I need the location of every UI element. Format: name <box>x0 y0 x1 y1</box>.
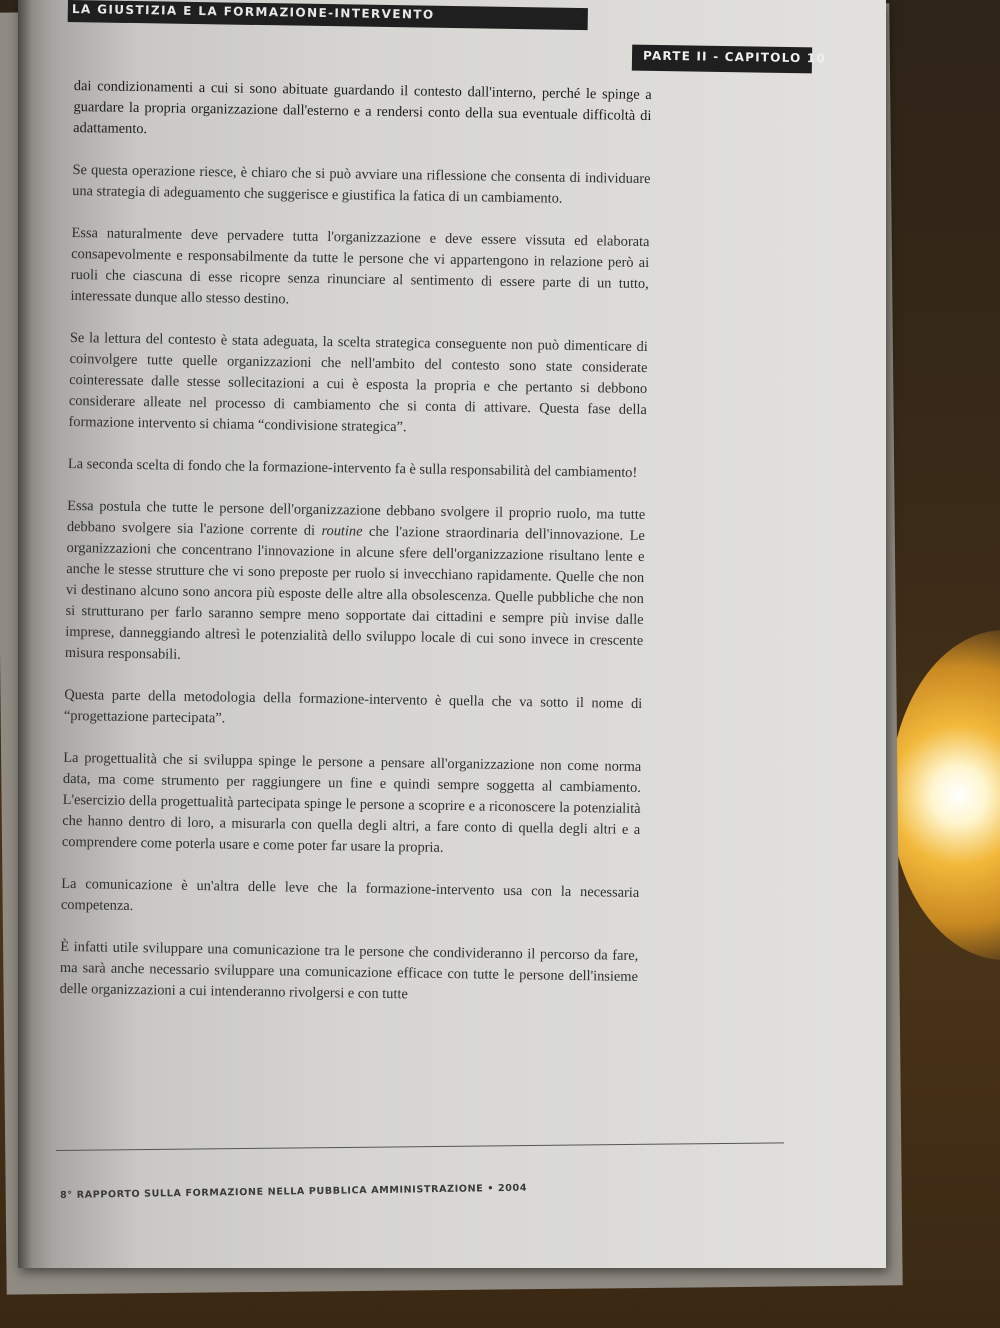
chapter-label: PARTE II - CAPITOLO 10 <box>642 48 827 66</box>
paragraph-text: Essa postula che tutte le persone dell'organizzazione debbano svolgere il proprio ruolo, ma tutte debbano svolgere sia l'azione corrente di <box>66 497 646 539</box>
italic-term: routine <box>321 522 363 540</box>
paragraph <box>65 496 646 673</box>
paragraph: Questa parte della metodologia della formazione-intervento è quella che va sotto il nome di “progettazione partecipata”. <box>63 686 643 727</box>
paragraph: La seconda scelta di fondo che la formazione-intervento fa è sulla responsabilità del cambiamento! <box>67 455 638 481</box>
footer-text: 8° RAPPORTO SULLA FORMAZIONE NELLA PUBBLICA AMMINISTRAZIONE • 2004 <box>60 1182 528 1201</box>
paragraph: Se questa operazione riesce, è chiaro che si può avviare una riflessione che consenta di individuare una strategia di adeguamento che suggerisce e giustifica la fatica di un cambiamento. <box>72 161 651 207</box>
paragraph: La progettualità che si sviluppa spinge le persone a pensare all'organizzazione non come norma data, ma come strumento per raggiungere un fine e quindi sempre soggetta al cambiamento. L'esercizio della progettualità partecipata spinge le persone a scoprire e a riconoscere la potenzialità che hanno dentro di loro, a misurarla con quella degli altri, a fare conto di quella degli altri e a comprendere come poterla usare e come poter far usare la propria. <box>61 749 642 856</box>
page-binding-edge <box>18 0 32 1268</box>
paragraph: dai condizionamenti a cui si sono abituate guardando il contesto dall'interno, perché le spinge a guardare la propria organizzazione dall'esterno e a rendersi conto della sua eventuale difficoltà di adattamento. <box>73 77 652 138</box>
paragraph: È infatti utile sviluppare una comunicazione tra le persone che condivideranno il percorso da fare, ma sarà anche necessario sviluppare una comunicazione efficace con tutte le persone dell'insieme delle organizzazioni a cui intenderanno rivolgersi e con tutte <box>59 938 639 1003</box>
paragraph: Se la lettura del contesto è stata adeguata, la scelta strategica conseguente non può dimenticare di coinvolgere tutte quelle organizzazioni che nell'ambito del contesto sono state considerate cointeressate dalle stesse sollecitazioni a cui è esposta la propria e che pertanto si debbono considerare alleate nel processo di cambiamento che si conta di attivare. Questa fase della formazione intervento si chiama “condivisione strategica”. <box>68 329 648 436</box>
running-title: LA GIUSTIZIA E LA FORMAZIONE-INTERVENTO <box>71 2 435 22</box>
paragraph-text: che l'azione straordinaria dell'innovazione. Le organizzazioni che concentrano l'innovazione in alcune sfere dell'organizzazione risultano lente e anche le stesse strutture che vi sono preposte per ruolo si invecchiano rapidamente. Quelle che non vi destinano alcuno sono ancora più esposte delle altre alla obsolescenza. Quelle pubbliche che non si strutturano per farlo saranno sempre meno sopportate dai cittadini e sempre più invise dalle imprese, danneggiando altresì le potenzialità dello sviluppo locale di cui sono invece in crescente misura responsabili. <box>64 523 645 663</box>
paragraph: Essa naturalmente deve pervadere tutta l'organizzazione e deve essere vissuta ed elaborata consapevolmente e responsabilmente da tutte le persone che vi appartengono in relazione però ai ruoli che ciascuna di esse ricopre senza rinunciare al sentimento di essere parte di un tutto, interessate dunque allo stesso destino. <box>70 224 650 308</box>
body-text <box>59 76 652 1030</box>
paragraph: La comunicazione è un'altra delle leve che la formazione-intervento usa con la necessaria competenza. <box>60 875 640 915</box>
